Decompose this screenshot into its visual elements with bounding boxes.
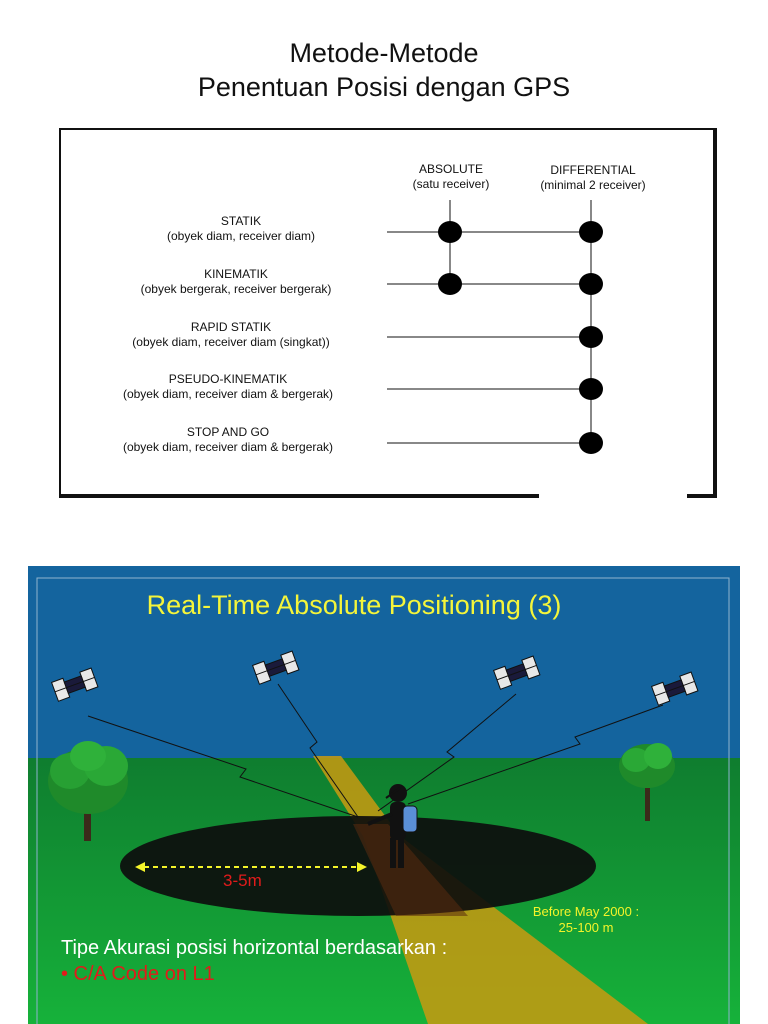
column-differential-name: DIFFERENTIAL xyxy=(550,163,636,177)
dot-pseudo-kinematik-differential xyxy=(579,378,603,400)
dot-stop-and-go-differential xyxy=(579,432,603,454)
method-statik-name: STATIK xyxy=(220,214,262,228)
methods-table xyxy=(59,128,717,498)
method-statik-desc: (obyek diam, receiver diam) xyxy=(166,229,316,243)
column-absolute-name: ABSOLUTE xyxy=(418,162,484,176)
dot-kinematik-differential xyxy=(579,273,603,295)
method-kinematik-name: KINEMATIK xyxy=(204,267,268,281)
slide1-title-line2: Penentuan Posisi dengan GPS xyxy=(197,72,571,102)
method-rapid-statik xyxy=(81,320,381,350)
column-head-differential xyxy=(518,163,668,193)
method-kinematik xyxy=(86,267,386,297)
method-statik xyxy=(91,214,391,244)
border-gap xyxy=(539,489,687,499)
before-line1: Before May 2000 : xyxy=(532,904,640,919)
column-absolute-sub: (satu receiver) xyxy=(412,177,490,191)
distance-label: 3-5m xyxy=(223,871,262,890)
method-rapid-statik-name: RAPID STATIK xyxy=(190,320,272,334)
dot-statik-absolute xyxy=(438,221,462,243)
slide1-title-line1: Metode-Metode xyxy=(289,38,479,68)
before-line2: 25-100 m xyxy=(558,920,614,935)
method-stop-and-go xyxy=(78,425,378,455)
slide2 xyxy=(28,566,740,1024)
basis-text: Tipe Akurasi posisi horizontal berdasarkan : xyxy=(61,937,448,959)
method-rapid-statik-desc: (obyek diam, receiver diam (singkat)) xyxy=(132,335,330,349)
bullet-ca-code: • C/A Code on L1 xyxy=(61,963,215,985)
slide1-title xyxy=(0,36,768,104)
dot-statik-differential xyxy=(579,221,603,243)
method-kinematik-desc: (obyek bergerak, receiver bergerak) xyxy=(140,282,332,296)
method-pseudo-kinematik-desc: (obyek diam, receiver diam & bergerak) xyxy=(122,387,334,401)
before-may-2000-label xyxy=(516,904,656,936)
method-stop-and-go-name: STOP AND GO xyxy=(186,425,270,439)
dot-kinematik-absolute xyxy=(438,273,462,295)
method-pseudo-kinematik-name: PSEUDO-KINEMATIK xyxy=(168,372,288,386)
method-stop-and-go-desc: (obyek diam, receiver diam & bergerak) xyxy=(122,440,334,454)
dot-rapid-statik-differential xyxy=(579,326,603,348)
slide2-title: Real-Time Absolute Positioning (3) xyxy=(146,590,562,620)
column-head-absolute xyxy=(391,162,511,192)
column-differential-sub: (minimal 2 receiver) xyxy=(540,178,646,192)
method-pseudo-kinematik xyxy=(78,372,378,402)
